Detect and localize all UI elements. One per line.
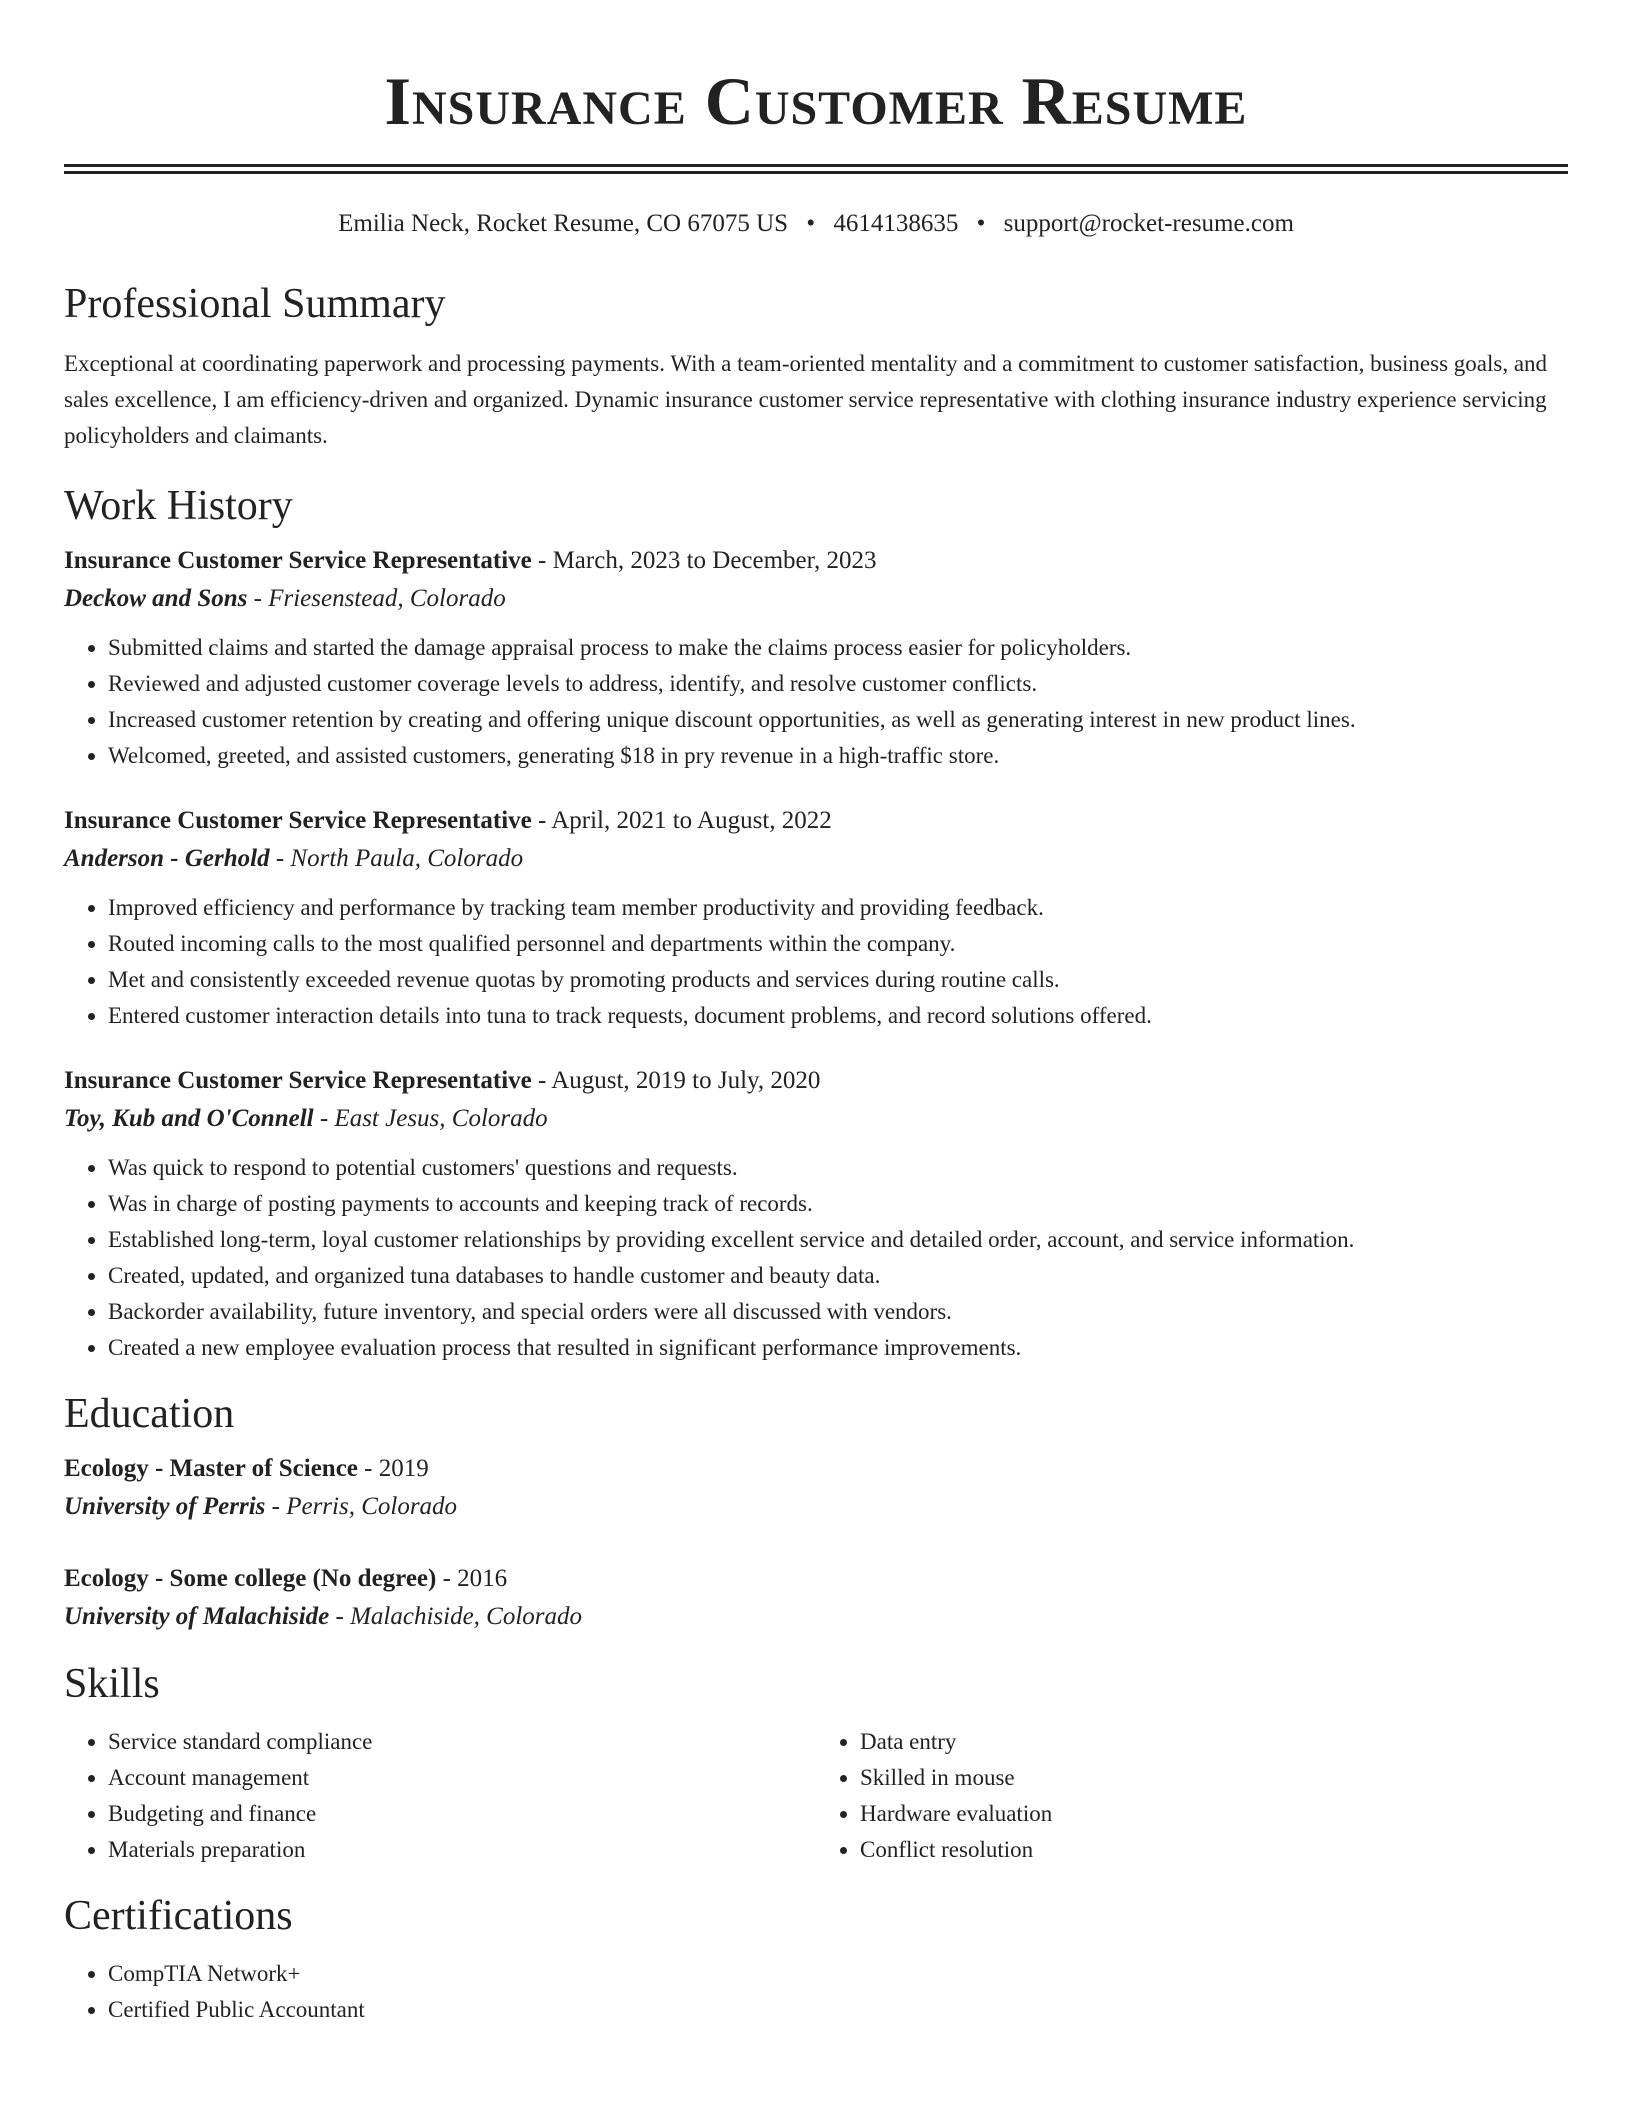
job-title: Insurance Customer Service Representative (64, 1067, 532, 1094)
job-title-line (64, 542, 1568, 580)
contact-email: support@rocket-resume.com (1003, 210, 1294, 237)
job-title: Insurance Customer Service Representative (64, 807, 532, 834)
job-title-line (64, 802, 1568, 840)
contact-separator: • (976, 210, 986, 237)
job-company: Anderson - Gerhold (64, 845, 270, 872)
list-item: • Reviewed and adjusted customer coverage levels to address, identify, and resolve customer conflicts. (108, 666, 1568, 702)
job-company-line (64, 580, 1568, 618)
job-company: Toy, Kub and O'Connell (64, 1105, 314, 1132)
job-location: - North Paula, Colorado (269, 845, 524, 872)
job-dates: - April, 2021 to August, 2022 (531, 807, 832, 834)
list-item: • Welcomed, greeted, and assisted customers, generating $18 in pry revenue in a high-traffic store. (108, 738, 1568, 774)
education-entry (64, 1450, 1568, 1526)
contact-line (64, 208, 1568, 240)
skill-item: • Conflict resolution (860, 1832, 1568, 1868)
section-heading-skills: Skills (64, 1661, 160, 1707)
list-item: • Entered customer interaction details into tuna to track requests, document problems, and record solutions offered. (108, 998, 1568, 1034)
job-entry (64, 802, 1568, 1034)
job-company-line (64, 1100, 1568, 1138)
contact-phone: 4614138635 (833, 210, 959, 237)
resume-title: Insurance Customer Resume (384, 63, 1248, 139)
degree-line (64, 1450, 1568, 1488)
degree: Ecology - Some college (No degree) (64, 1565, 437, 1592)
list-item: • Created a new employee evaluation process that resulted in significant performance improvements. (108, 1330, 1568, 1366)
list-item: • Submitted claims and started the damage appraisal process to make the claims process easier for policyholders. (108, 630, 1568, 666)
list-item: • Routed incoming calls to the most qualified personnel and departments within the company. (108, 926, 1568, 962)
job-title-line (64, 1062, 1568, 1100)
job-bullets (64, 630, 1568, 774)
job-title: Insurance Customer Service Representative (64, 547, 532, 574)
summary-text: Exceptional at coordinating paperwork and processing payments. With a team-oriented mentality and a commitment to customer satisfaction, business goals, and sales excellence, I am efficiency-driven and organized. Dynamic insurance customer service representative with clothing insurance industry experience servicing policyholders and claimants. (64, 351, 1548, 448)
skill-item: • Account management (108, 1760, 816, 1796)
skills-list-left (64, 1724, 816, 1868)
degree-line (64, 1560, 1568, 1598)
job-dates: - March, 2023 to December, 2023 (531, 547, 877, 574)
skill-item: • Budgeting and finance (108, 1796, 816, 1832)
section-heading-education: Education (64, 1391, 235, 1437)
education-entry (64, 1560, 1568, 1636)
skills-list-right (816, 1724, 1568, 1868)
skill-item: • Data entry (860, 1724, 1568, 1760)
job-company: Deckow and Sons (64, 585, 248, 612)
school-location: - Perris, Colorado (265, 1493, 458, 1520)
job-location: - Friesenstead, Colorado (247, 585, 506, 612)
list-item: • Created, updated, and organized tuna databases to handle customer and beauty data. (108, 1258, 1568, 1294)
list-item: • Was quick to respond to potential customers' questions and requests. (108, 1150, 1568, 1186)
certifications-list (64, 1956, 1568, 2028)
list-item: • Was in charge of posting payments to accounts and keeping track of records. (108, 1186, 1568, 1222)
school-line (64, 1488, 1568, 1526)
skill-item: • Service standard compliance (108, 1724, 816, 1760)
section-heading-certifications: Certifications (64, 1893, 293, 1939)
list-item: • Met and consistently exceeded revenue quotas by promoting products and services during routine calls. (108, 962, 1568, 998)
title-divider (64, 164, 1568, 174)
job-bullets (64, 890, 1568, 1034)
job-company-line (64, 840, 1568, 878)
section-heading-summary: Professional Summary (64, 281, 446, 327)
section-heading-work: Work History (64, 483, 293, 529)
school-location: - Malachiside, Colorado (329, 1603, 583, 1630)
list-item: • Increased customer retention by creating and offering unique discount opportunities, as well as generating interest in new product lines. (108, 702, 1568, 738)
school: University of Malachiside (64, 1603, 330, 1630)
job-location: - East Jesus, Colorado (313, 1105, 548, 1132)
list-item: • Improved efficiency and performance by tracking team member productivity and providing feedback. (108, 890, 1568, 926)
list-item: • Backorder availability, future inventory, and special orders were all discussed with vendors. (108, 1294, 1568, 1330)
degree-year: - 2016 (436, 1565, 508, 1592)
contact-separator: • (806, 210, 816, 237)
job-dates: - August, 2019 to July, 2020 (531, 1067, 821, 1094)
school: University of Perris (64, 1493, 266, 1520)
contact-address: Emilia Neck, Rocket Resume, CO 67075 US (338, 210, 789, 237)
skills-grid (64, 1724, 1568, 1868)
school-line (64, 1598, 1568, 1636)
degree: Ecology - Master of Science (64, 1455, 358, 1482)
skill-item: • Skilled in mouse (860, 1760, 1568, 1796)
certification-item: • CompTIA Network+ (108, 1956, 1568, 1992)
resume-page (64, 0, 1568, 2028)
list-item: • Established long-term, loyal customer relationships by providing excellent service and detailed order, account, and service information. (108, 1222, 1568, 1258)
skill-item: • Hardware evaluation (860, 1796, 1568, 1832)
job-entry (64, 542, 1568, 774)
job-entry (64, 1062, 1568, 1366)
certification-item: • Certified Public Accountant (108, 1992, 1568, 2028)
job-bullets (64, 1150, 1568, 1366)
degree-year: - 2019 (357, 1455, 429, 1482)
skill-item: • Materials preparation (108, 1832, 816, 1868)
